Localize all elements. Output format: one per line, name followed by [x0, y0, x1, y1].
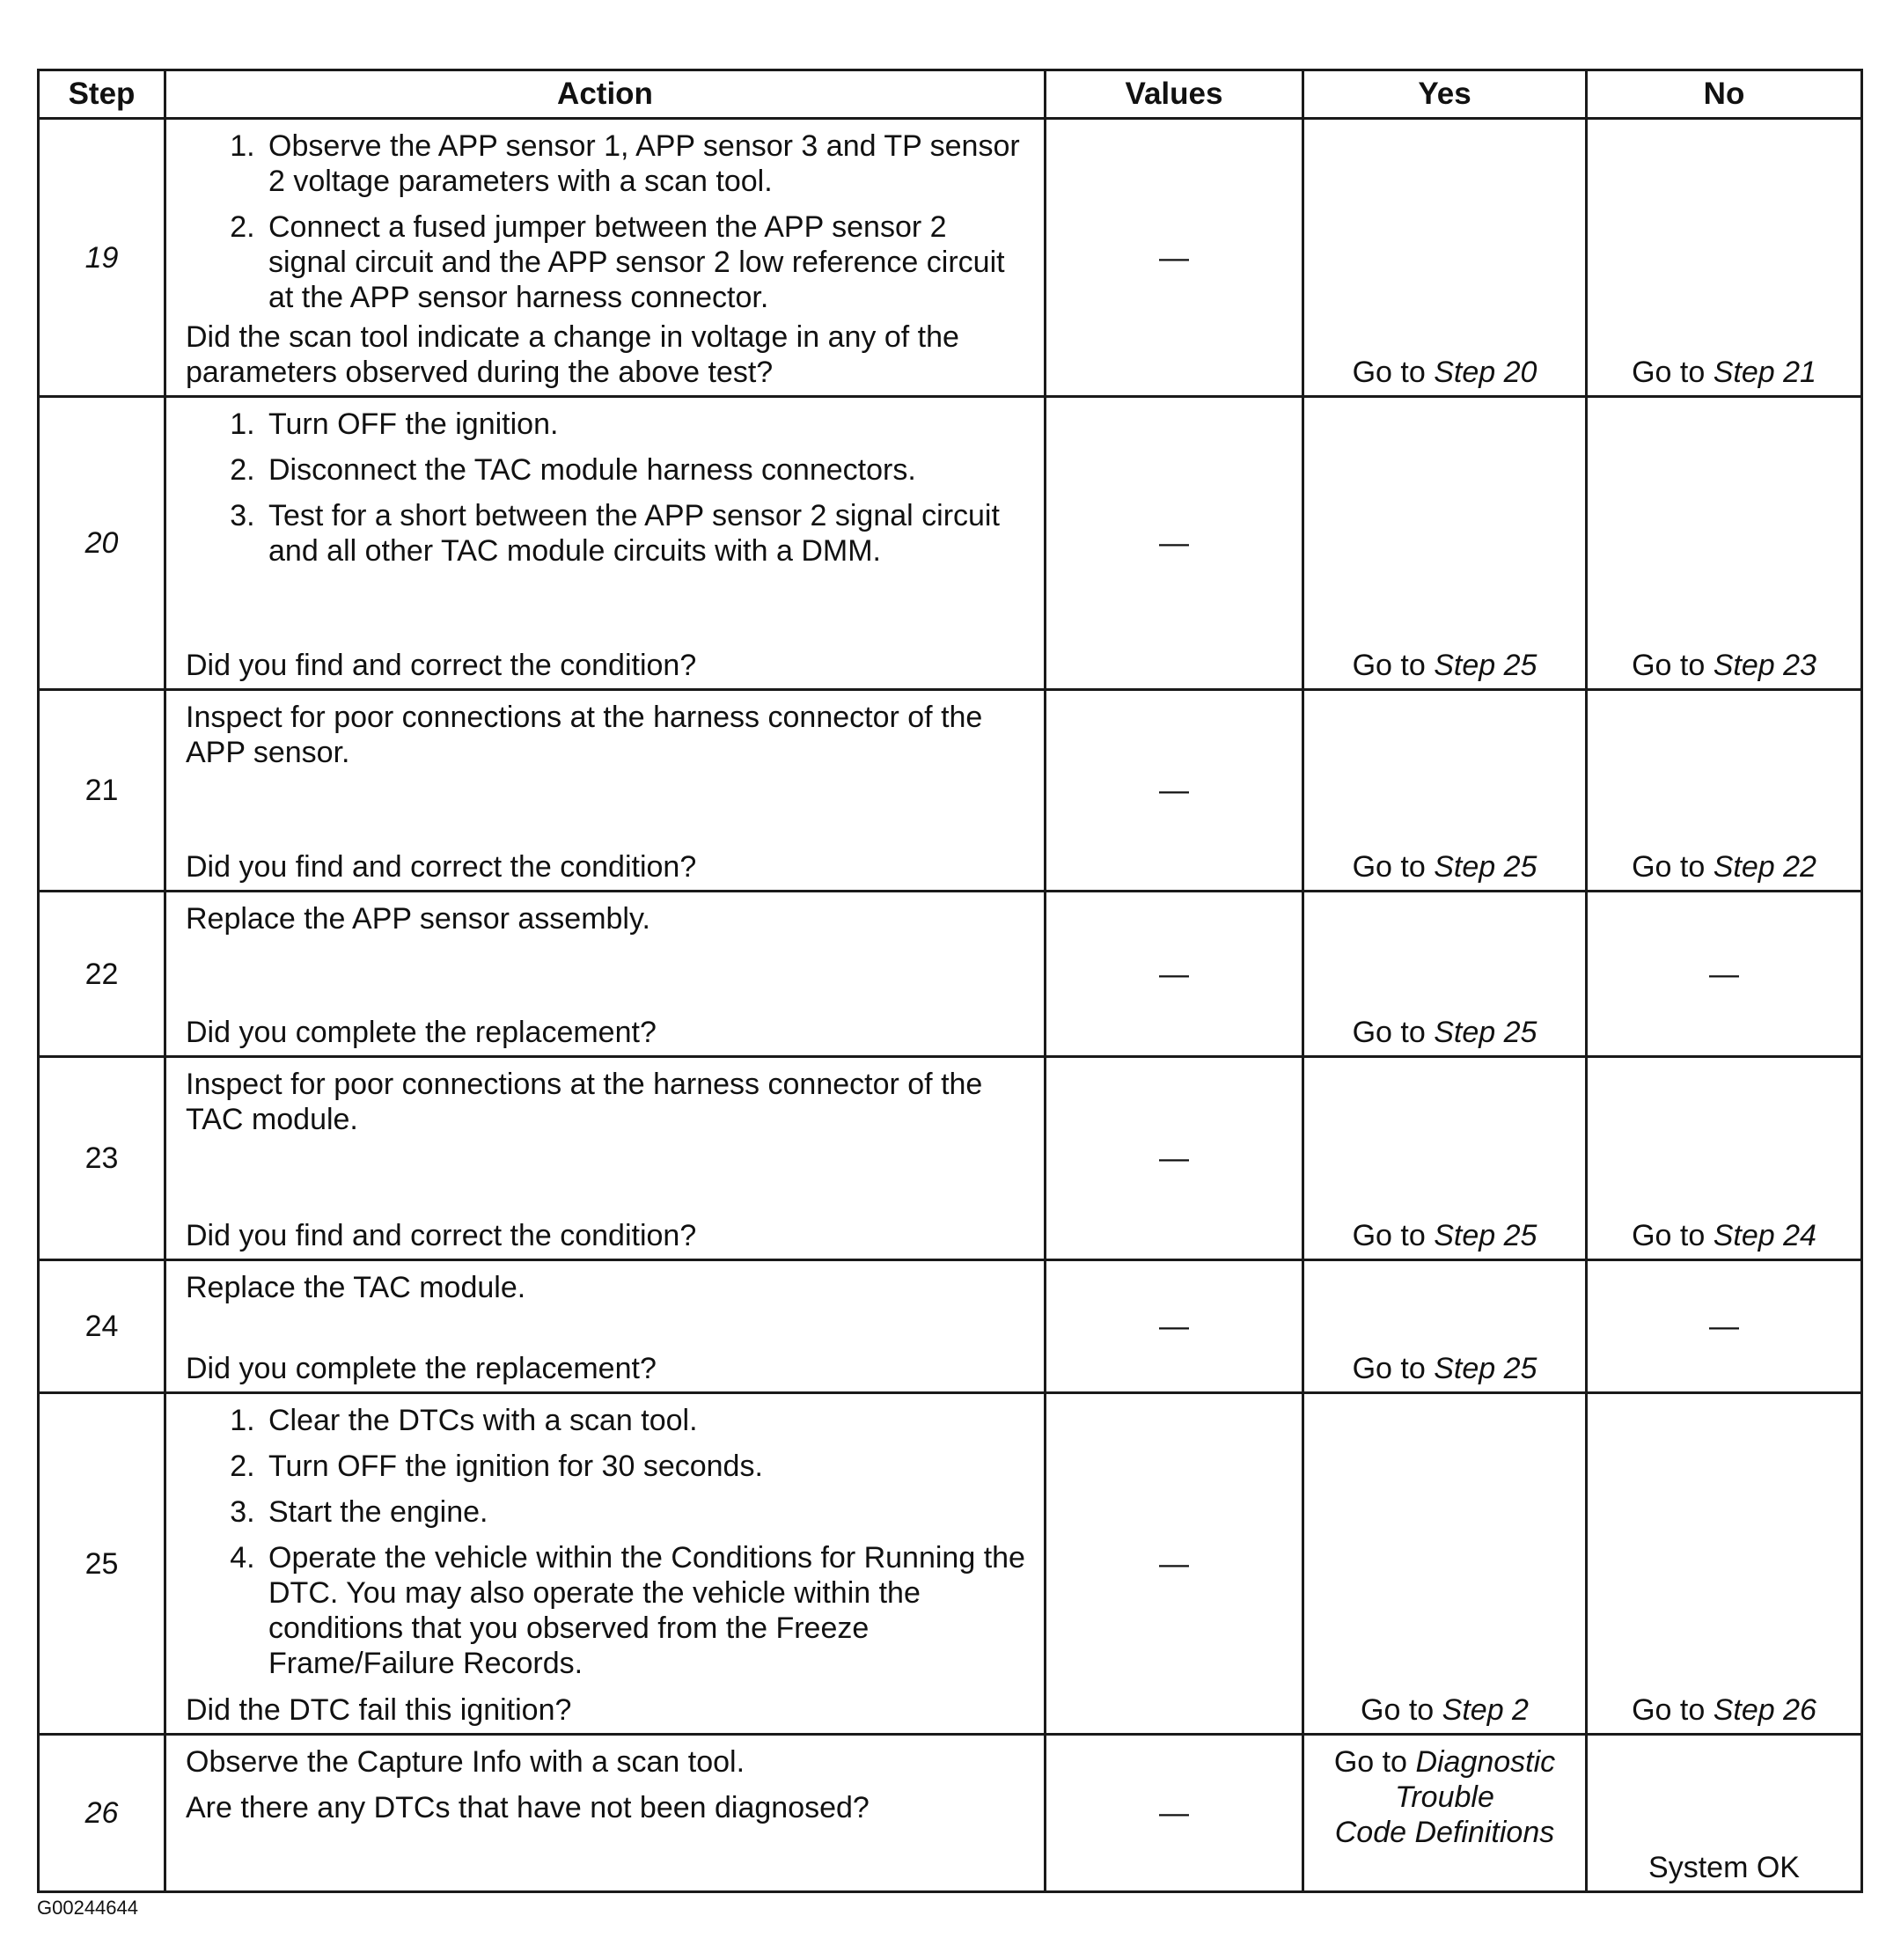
go-to-text: Go to [1632, 850, 1706, 884]
action-statement: Replace the APP sensor assembly. [186, 902, 650, 936]
yes-cell [1303, 690, 1587, 892]
go-to-text: Go to [1352, 850, 1426, 884]
question: Did you complete the replacement? [186, 1016, 657, 1049]
no-result[interactable] [1588, 1692, 1860, 1728]
go-to-text: Go to [1352, 1219, 1426, 1252]
values-cell: — [1046, 1057, 1303, 1260]
values-cell: — [1046, 690, 1303, 892]
action-step: 3. Start the engine. [263, 1494, 1030, 1530]
yes-result[interactable] [1304, 1218, 1585, 1253]
yes-cell [1303, 397, 1587, 690]
action-statement: Observe the Capture Info with a scan tool. [186, 1745, 745, 1779]
action-step: 3. Test for a short between the APP sensor 2 signal circuit and all other TAC module circuits with a DMM. [263, 498, 1030, 569]
yes-target-link-line: Trouble [1395, 1780, 1494, 1814]
step-number: 22 [39, 892, 165, 1057]
yes-result[interactable] [1304, 1692, 1585, 1728]
step-number: 24 [39, 1260, 165, 1393]
yes-result[interactable] [1304, 1744, 1585, 1850]
table-row [39, 119, 1862, 397]
no-target-link: Step 24 [1713, 1219, 1816, 1252]
table-row [39, 1735, 1862, 1892]
yes-target-link: Step 2 [1442, 1693, 1529, 1727]
question: Did you find and correct the condition? [186, 1219, 697, 1252]
go-to-text: Go to [1632, 356, 1706, 389]
question: Did the DTC fail this ignition? [186, 1693, 572, 1727]
no-target-link: Step 22 [1713, 850, 1816, 884]
no-cell [1587, 397, 1862, 690]
step-number: 25 [39, 1393, 165, 1735]
values-cell: — [1046, 397, 1303, 690]
no-cell [1587, 119, 1862, 397]
yes-cell [1303, 119, 1587, 397]
table-row [39, 690, 1862, 892]
table-row [39, 1260, 1862, 1393]
go-to-text: Go to [1632, 1219, 1706, 1252]
go-to-text: Go to [1632, 1693, 1706, 1727]
action-cell [165, 690, 1046, 892]
no-cell [1587, 892, 1862, 1057]
no-result: System OK [1648, 1851, 1800, 1884]
action-steps [186, 1403, 1030, 1681]
action-cell [165, 1057, 1046, 1260]
yes-target-link: Step 25 [1434, 1016, 1537, 1049]
action-step: 1. Clear the DTCs with a scan tool. [263, 1403, 1030, 1438]
table-row [39, 1057, 1862, 1260]
table-row [39, 397, 1862, 690]
question: Did the scan tool indicate a change in voltage in any of the parameters observed during the above test? [186, 320, 959, 389]
values-cell: — [1046, 1260, 1303, 1393]
yes-result[interactable] [1304, 1015, 1585, 1050]
step-number: 19 [39, 119, 165, 397]
values-cell: — [1046, 119, 1303, 397]
no-result[interactable] [1588, 849, 1860, 885]
go-to-text: Go to [1352, 356, 1426, 389]
no-result[interactable] [1588, 1218, 1860, 1253]
header-action: Action [165, 70, 1046, 119]
action-cell [165, 1260, 1046, 1393]
action-steps [186, 128, 1030, 315]
step-number: 23 [39, 1057, 165, 1260]
no-result[interactable] [1588, 355, 1860, 390]
no-cell [1587, 1735, 1862, 1892]
yes-target-link: Step 25 [1434, 1219, 1537, 1252]
action-cell [165, 892, 1046, 1057]
no-result[interactable] [1588, 648, 1860, 683]
yes-target-link: Step 25 [1434, 1352, 1537, 1385]
go-to-text: Go to [1352, 649, 1426, 682]
values-cell: — [1046, 1393, 1303, 1735]
question: Are there any DTCs that have not been diagnosed? [186, 1791, 870, 1824]
values-cell: — [1046, 1735, 1303, 1892]
yes-target-link: Diagnostic [1415, 1745, 1556, 1779]
values-cell: — [1046, 892, 1303, 1057]
no-cell [1587, 1260, 1862, 1393]
action-step: 2. Connect a fused jumper between the APP sensor 2 signal circuit and the APP sensor 2 low reference circuit at the APP sensor harness connector. [263, 209, 1030, 315]
no-cell [1587, 690, 1862, 892]
action-statement: Inspect for poor connections at the harness connector of the TAC module. [186, 1068, 983, 1136]
yes-cell [1303, 1057, 1587, 1260]
no-cell [1587, 1393, 1862, 1735]
go-to-text: Go to [1352, 1352, 1426, 1385]
go-to-text: Go to [1632, 649, 1706, 682]
action-steps [186, 407, 1030, 569]
no-target-link: Step 23 [1713, 649, 1816, 682]
table-row [39, 892, 1862, 1057]
yes-result[interactable] [1304, 849, 1585, 885]
yes-cell [1303, 1260, 1587, 1393]
yes-target-link: Step 20 [1434, 356, 1537, 389]
question: Did you find and correct the condition? [186, 649, 697, 682]
action-statement: Replace the TAC module. [186, 1271, 526, 1304]
header-yes: Yes [1303, 70, 1587, 119]
header-step: Step [39, 70, 165, 119]
question: Did you find and correct the condition? [186, 850, 697, 884]
action-step: 4. Operate the vehicle within the Conditions for Running the DTC. You may also operate the vehicle within the conditions that you observed from the Freeze Frame/Failure Records. [263, 1540, 1030, 1681]
go-to-text: Go to [1361, 1693, 1435, 1727]
diagnostic-table [37, 69, 1863, 1893]
step-number: 20 [39, 397, 165, 690]
step-number: 26 [39, 1735, 165, 1892]
yes-cell [1303, 1393, 1587, 1735]
header-values: Values [1046, 70, 1303, 119]
action-step: 2. Turn OFF the ignition for 30 seconds. [263, 1449, 1030, 1484]
header-no: No [1587, 70, 1862, 119]
action-cell [165, 1735, 1046, 1892]
figure-id: G00244644 [37, 1897, 138, 1919]
yes-result[interactable] [1304, 355, 1585, 390]
no-cell [1587, 1057, 1862, 1260]
no-target-link: Step 26 [1713, 1693, 1816, 1727]
yes-cell [1303, 892, 1587, 1057]
step-number: 21 [39, 690, 165, 892]
yes-result[interactable] [1304, 1351, 1585, 1386]
yes-target-link-line: Code Definitions [1334, 1816, 1555, 1849]
action-cell [165, 397, 1046, 690]
no-dash: — [1709, 957, 1739, 991]
action-step: 1. Turn OFF the ignition. [263, 407, 1030, 442]
yes-target-link: Step 25 [1434, 649, 1537, 682]
action-statement: Inspect for poor connections at the harness connector of the APP sensor. [186, 701, 983, 769]
action-step: 1. Observe the APP sensor 1, APP sensor 3 and TP sensor 2 voltage parameters with a scan tool. [263, 128, 1030, 199]
question: Did you complete the replacement? [186, 1352, 657, 1385]
action-step: 2. Disconnect the TAC module harness connectors. [263, 452, 1030, 488]
header-row [39, 70, 1862, 119]
no-target-link: Step 21 [1713, 356, 1816, 389]
go-to-text: Go to [1333, 1745, 1407, 1779]
yes-cell [1303, 1735, 1587, 1892]
action-cell [165, 119, 1046, 397]
table-row [39, 1393, 1862, 1735]
go-to-text: Go to [1352, 1016, 1426, 1049]
yes-target-link: Step 25 [1434, 850, 1537, 884]
yes-result[interactable] [1304, 648, 1585, 683]
action-cell [165, 1393, 1046, 1735]
no-dash: — [1709, 1310, 1739, 1343]
